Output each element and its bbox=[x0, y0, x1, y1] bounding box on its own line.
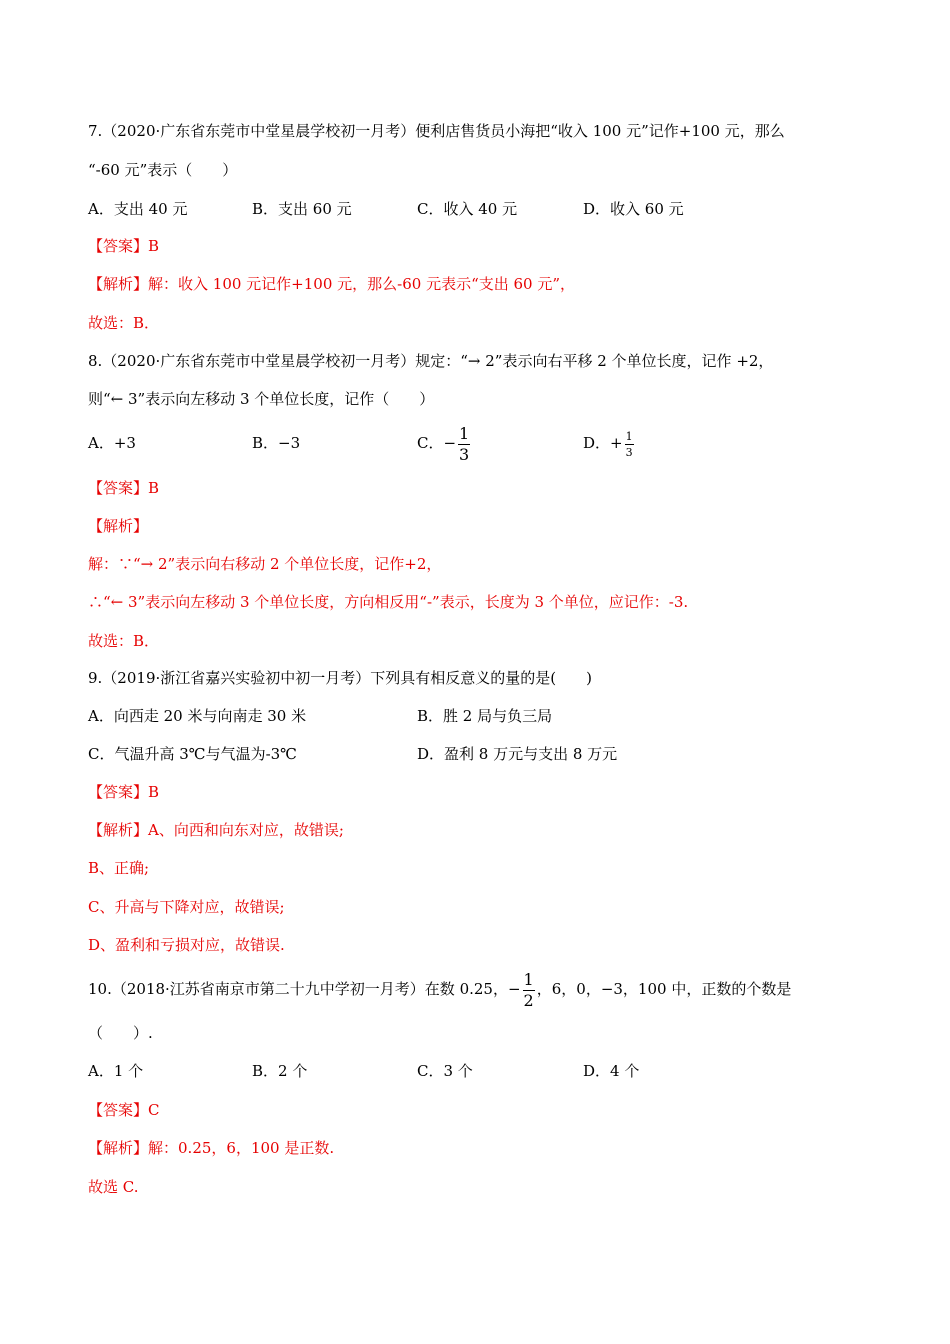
q10-option-b: B．2 个 bbox=[252, 1062, 308, 1080]
q7-option-b: B．支出 60 元 bbox=[252, 200, 352, 218]
q8-option-b: B．−3 bbox=[252, 434, 301, 452]
q8-option-d-denominator: 3 bbox=[625, 445, 633, 459]
q10-stem-line2: （ ）. bbox=[88, 1024, 153, 1042]
q10-fraction bbox=[523, 969, 535, 1010]
q8-option-d-fraction bbox=[625, 431, 634, 458]
q8-conclusion: 故选：B． bbox=[88, 632, 160, 650]
q7-option-d: D．收入 60 元 bbox=[583, 200, 684, 218]
q7-stem-line2: “-60 元”表示（ ） bbox=[88, 161, 238, 179]
q7-analysis-label: 【解析】 bbox=[88, 275, 149, 293]
q10-conclusion: 故选 C. bbox=[88, 1178, 139, 1196]
q10-analysis-text: 解：0.25，6，100 是正数. bbox=[148, 1139, 335, 1157]
q9-answer: 【答案】B bbox=[88, 783, 160, 801]
q7-option-a: A．支出 40 元 bbox=[88, 200, 188, 218]
q8-option-c-denominator: 3 bbox=[459, 444, 470, 464]
q10-option-d: D．4 个 bbox=[583, 1062, 640, 1080]
q9-solution-b: B、正确; bbox=[88, 859, 150, 877]
q8-stem-line1: 8.（2020·广东省东莞市中堂星晨学校初一月考）规定：“→ 2”表示向右平移 2 个单位长度，记作 +2， bbox=[88, 352, 774, 370]
q8-option-a: A．+3 bbox=[88, 434, 136, 452]
q9-analysis-label: 【解析】 bbox=[88, 821, 149, 839]
q10-stem-part2: ，6，0，−3，100 中，正数的个数是 bbox=[536, 980, 792, 998]
q8-stem-line2: 则“← 3”表示向左移动 3 个单位长度，记作（ ） bbox=[88, 390, 435, 408]
q8-solution-line2: ∴“← 3”表示向左移动 3 个单位长度，方向相反用“-”表示，长度为 3 个单位，应记作：-3. bbox=[88, 593, 689, 611]
q9-solution-c: C、升高与下降对应，故错误; bbox=[88, 898, 285, 916]
q8-option-d-numerator: 1 bbox=[625, 429, 633, 443]
q8-option-c-numerator: 1 bbox=[459, 423, 470, 443]
q8-analysis-label: 【解析】 bbox=[88, 517, 149, 535]
q9-stem: 9.（2019·浙江省嘉兴实验初中初一月考）下列具有相反意义的量的是( ) bbox=[88, 669, 592, 687]
q10-option-c: C．3 个 bbox=[417, 1062, 473, 1080]
q10-analysis bbox=[88, 1137, 334, 1159]
q10-analysis-label: 【解析】 bbox=[88, 1139, 149, 1157]
q7-analysis-text: 解：收入 100 元记作+100 元，那么-60 元表示“支出 60 元”， bbox=[148, 275, 576, 293]
q10-answer: 【答案】C bbox=[88, 1101, 160, 1119]
q7-option-c: C．收入 40 元 bbox=[417, 200, 518, 218]
q9-option-b: B．胜 2 局与负三局 bbox=[417, 707, 553, 725]
q8-answer: 【答案】B bbox=[88, 479, 160, 497]
q8-solution-line1: 解：∵“→ 2”表示向右移动 2 个单位长度，记作+2， bbox=[88, 555, 442, 573]
q8-option-c-fraction bbox=[458, 423, 470, 464]
q7-conclusion: 故选：B． bbox=[88, 314, 160, 332]
q10-option-a: A．1 个 bbox=[88, 1062, 144, 1080]
q9-analysis bbox=[88, 819, 344, 841]
q9-option-a: A．向西走 20 米与向南走 30 米 bbox=[88, 707, 307, 725]
q9-option-d: D．盈利 8 万元与支出 8 万元 bbox=[417, 745, 618, 763]
q7-answer: 【答案】B bbox=[88, 237, 160, 255]
q7-stem-line1: 7.（2020·广东省东莞市中堂星晨学校初一月考）便利店售货员小海把“收入 100 元”记作+100 元，那么 bbox=[88, 122, 785, 140]
q10-fraction-numerator: 1 bbox=[523, 969, 534, 989]
q9-analysis-text: A、向西和向东对应，故错误; bbox=[148, 821, 344, 839]
q8-option-c bbox=[417, 420, 472, 466]
q10-fraction-denominator: 2 bbox=[523, 990, 534, 1010]
q8-option-d bbox=[583, 420, 636, 466]
q10-stem-line1 bbox=[88, 966, 791, 1012]
q9-solution-d: D、盈利和亏损对应，故错误. bbox=[88, 936, 285, 954]
q7-analysis bbox=[88, 273, 575, 295]
q10-stem-part1: 10.（2018·江苏省南京市第二十九中学初一月考）在数 0.25，− bbox=[88, 980, 521, 998]
q8-option-d-prefix: D．+ bbox=[583, 434, 623, 452]
q8-option-c-prefix: C．− bbox=[417, 434, 457, 452]
q9-option-c: C．气温升高 3℃与气温为-3℃ bbox=[88, 745, 297, 763]
